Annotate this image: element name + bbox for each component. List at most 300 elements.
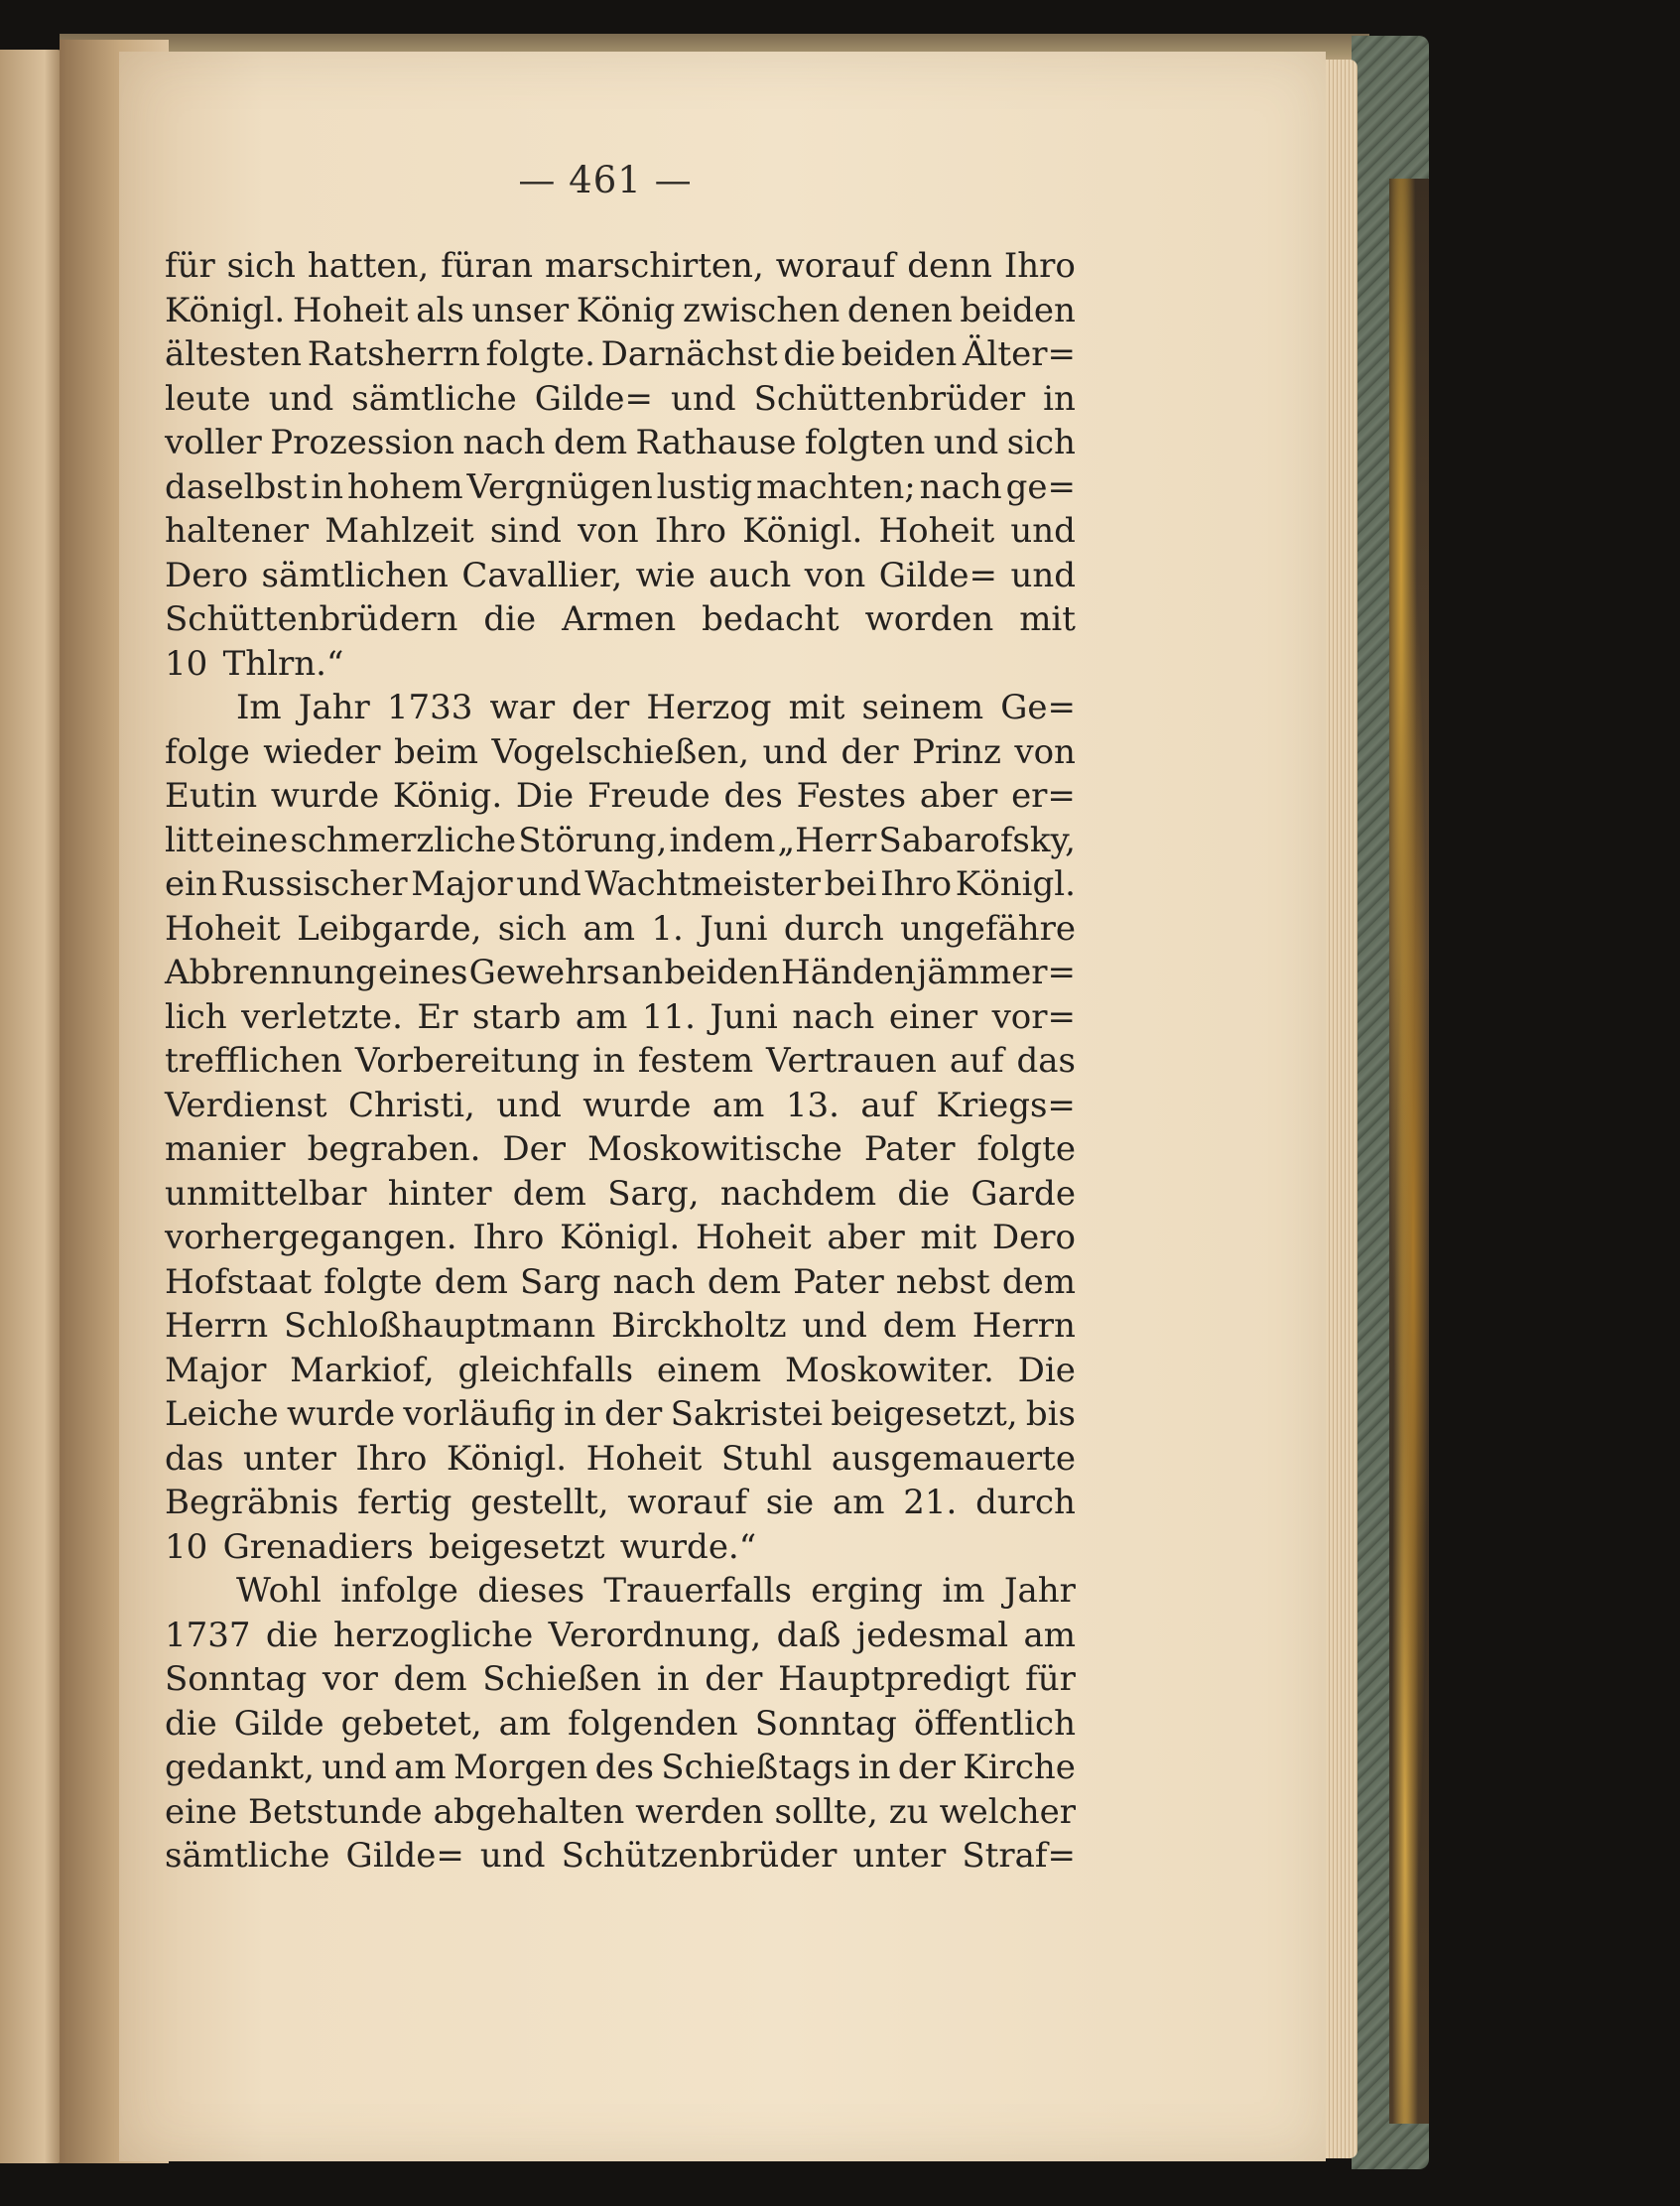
word: folgte bbox=[976, 1129, 1076, 1169]
word: öffentlich bbox=[913, 1703, 1076, 1744]
word: unter bbox=[852, 1836, 947, 1876]
text-line bbox=[165, 1525, 1076, 1570]
word: Juni bbox=[700, 908, 768, 949]
text-line bbox=[165, 1084, 1076, 1128]
word: Jahr bbox=[1003, 1571, 1076, 1611]
word: der bbox=[604, 1394, 663, 1434]
text-line bbox=[165, 951, 1076, 995]
text-line bbox=[165, 1127, 1076, 1172]
word: dem bbox=[882, 1306, 957, 1346]
word: Ge= bbox=[1000, 688, 1076, 727]
word: Ihro bbox=[880, 864, 953, 904]
word: Pater bbox=[863, 1129, 956, 1169]
word: Ratsherrn bbox=[307, 334, 480, 374]
word: unmittelbar bbox=[165, 1173, 367, 1214]
word: von bbox=[804, 555, 866, 595]
word: hohem bbox=[346, 466, 463, 507]
text-line bbox=[165, 289, 1076, 333]
word: am bbox=[832, 1483, 885, 1522]
word: Ihro bbox=[472, 1218, 545, 1257]
word: sich bbox=[497, 908, 568, 949]
word: sind bbox=[489, 511, 562, 551]
word: Wachtmeister bbox=[584, 864, 822, 904]
word: Sarg, bbox=[607, 1173, 700, 1214]
text-line bbox=[165, 554, 1076, 598]
text-line bbox=[165, 1746, 1076, 1790]
word: sämtliche bbox=[351, 378, 517, 419]
word: am bbox=[575, 996, 628, 1037]
text-line bbox=[165, 1702, 1076, 1747]
word: Herrn bbox=[971, 1306, 1076, 1346]
word: am bbox=[711, 1085, 765, 1125]
word: und bbox=[671, 378, 736, 419]
word: durch bbox=[783, 908, 884, 949]
word: jedesmal bbox=[855, 1615, 1009, 1655]
word: wurde bbox=[582, 1085, 692, 1125]
text-line bbox=[165, 244, 1076, 289]
word: die bbox=[265, 1615, 319, 1655]
word: Juni bbox=[710, 996, 778, 1037]
word: Schloßhauptmann bbox=[284, 1306, 596, 1346]
word: Leiche bbox=[165, 1394, 279, 1434]
word: Trauerfalls bbox=[603, 1571, 792, 1611]
text-line bbox=[165, 642, 1076, 687]
word: daß bbox=[776, 1615, 841, 1655]
word: und bbox=[1010, 555, 1076, 595]
word: haltener bbox=[165, 511, 310, 551]
text-line bbox=[165, 1614, 1076, 1658]
word: fertig bbox=[357, 1483, 452, 1522]
text-line bbox=[165, 597, 1076, 642]
page-text bbox=[165, 244, 1076, 1879]
word: Prinz bbox=[912, 731, 1001, 772]
word: Russischer bbox=[220, 864, 408, 904]
text-line bbox=[165, 907, 1076, 952]
word: Schüttenbrüdern bbox=[165, 599, 458, 639]
word: Ihro bbox=[654, 511, 726, 551]
word: für bbox=[165, 246, 215, 286]
word: war bbox=[489, 688, 556, 727]
word: Schützenbrüder bbox=[561, 1836, 838, 1876]
word: und bbox=[322, 1748, 387, 1787]
word: ge= bbox=[1005, 466, 1076, 507]
word: am bbox=[582, 908, 635, 949]
word: Hoheit bbox=[695, 1218, 812, 1257]
word: infolge bbox=[340, 1571, 458, 1611]
word: Begräbnis bbox=[165, 1483, 339, 1522]
word: mit bbox=[788, 688, 845, 727]
word: Darnächst bbox=[600, 334, 778, 374]
word: Königl. bbox=[955, 864, 1076, 904]
text-line bbox=[165, 1481, 1076, 1525]
word: Major bbox=[165, 1350, 267, 1390]
text-line bbox=[165, 730, 1076, 775]
word: und bbox=[268, 378, 334, 419]
word: sich bbox=[226, 246, 296, 286]
word: an bbox=[620, 953, 664, 992]
word: König. bbox=[392, 776, 503, 816]
word: Garde bbox=[970, 1173, 1076, 1214]
word: hinter bbox=[387, 1173, 492, 1214]
word: dem bbox=[393, 1659, 467, 1699]
word: die bbox=[783, 334, 837, 374]
word: worden bbox=[864, 599, 994, 639]
word: Festes bbox=[796, 776, 907, 816]
word: folge bbox=[165, 731, 250, 772]
word: denen bbox=[846, 290, 953, 330]
word: in bbox=[592, 1041, 626, 1081]
word: ältesten bbox=[165, 334, 303, 374]
word: zu bbox=[888, 1791, 929, 1832]
word: erging bbox=[811, 1571, 923, 1611]
word: nach bbox=[792, 996, 875, 1037]
word: sich bbox=[1006, 423, 1076, 462]
word: das bbox=[165, 1438, 224, 1479]
word: eine bbox=[215, 820, 289, 860]
word: am bbox=[1023, 1615, 1076, 1655]
word: einer bbox=[888, 996, 978, 1037]
word: nach bbox=[919, 466, 1002, 507]
word: jämmer= bbox=[916, 953, 1076, 992]
word: manier bbox=[165, 1129, 286, 1169]
word: Gewehrs bbox=[468, 953, 620, 992]
word: Im bbox=[236, 688, 282, 727]
word: Mahlzeit bbox=[324, 511, 474, 551]
word: 10 bbox=[165, 1526, 208, 1567]
word: Sarg bbox=[519, 1261, 601, 1302]
word: voller bbox=[165, 423, 262, 462]
word: Schießtags bbox=[661, 1748, 851, 1787]
word: Birckholtz bbox=[610, 1306, 787, 1346]
word: unter bbox=[242, 1438, 336, 1479]
word: Älter= bbox=[963, 334, 1076, 374]
word: schmerzliche bbox=[290, 820, 517, 860]
word: machten; bbox=[756, 466, 916, 507]
word: folgenden bbox=[568, 1703, 738, 1744]
word: Störung, bbox=[518, 820, 668, 860]
text-line bbox=[165, 686, 1076, 730]
word: worauf bbox=[775, 246, 896, 286]
word: Kirche bbox=[963, 1748, 1076, 1787]
word: Die bbox=[1017, 1350, 1076, 1390]
left-page-edge bbox=[0, 50, 64, 2163]
word: zwischen bbox=[682, 290, 840, 330]
word: der bbox=[840, 731, 899, 772]
word: beiden bbox=[840, 334, 958, 374]
word: trefflichen bbox=[165, 1041, 342, 1081]
text-line bbox=[165, 332, 1076, 377]
word: Hoheit bbox=[165, 908, 281, 949]
word: gebetet, bbox=[340, 1703, 482, 1744]
word: am bbox=[394, 1748, 447, 1787]
word: Hoheit bbox=[878, 511, 995, 551]
word: 13. bbox=[785, 1085, 840, 1125]
page-number: — 461 — bbox=[518, 159, 693, 201]
text-line bbox=[165, 1260, 1076, 1305]
word: das bbox=[1016, 1041, 1076, 1081]
word: Thlrn.“ bbox=[222, 643, 344, 684]
word: Moskowiter. bbox=[784, 1350, 994, 1390]
word: die bbox=[897, 1173, 951, 1214]
word: indem bbox=[669, 820, 776, 860]
word: bedacht bbox=[702, 599, 840, 639]
word: Major bbox=[411, 864, 513, 904]
word: Markiof, bbox=[290, 1350, 435, 1390]
word: Hoheit bbox=[585, 1438, 703, 1479]
word: für bbox=[1025, 1659, 1076, 1699]
word: hatten, bbox=[307, 246, 430, 286]
word: Wohl bbox=[236, 1571, 322, 1611]
word: dieses bbox=[477, 1571, 585, 1611]
word: und bbox=[1010, 511, 1076, 551]
word: sollte, bbox=[774, 1791, 878, 1832]
word: in bbox=[311, 466, 344, 507]
word: Vorbereitung bbox=[354, 1041, 581, 1081]
word: Sonntag bbox=[754, 1703, 897, 1744]
text-line bbox=[165, 774, 1076, 819]
word: in bbox=[857, 1748, 891, 1787]
word: Abbrennung bbox=[165, 953, 377, 992]
word: Königl. bbox=[165, 290, 286, 330]
word: Dero bbox=[165, 555, 249, 595]
word: Der bbox=[502, 1129, 567, 1169]
word: beim bbox=[393, 731, 478, 772]
word: Vertrauen bbox=[766, 1041, 937, 1081]
word: Ihro bbox=[1003, 246, 1076, 286]
text-line bbox=[165, 1349, 1076, 1393]
word: aber bbox=[827, 1218, 905, 1257]
word: dem bbox=[1001, 1261, 1076, 1302]
word: Kriegs= bbox=[936, 1085, 1076, 1125]
word: er= bbox=[1011, 776, 1076, 816]
word: Vergnügen bbox=[466, 466, 653, 507]
word: und bbox=[479, 1836, 546, 1876]
word: vorläufig bbox=[403, 1394, 556, 1434]
word: Freude bbox=[586, 776, 711, 816]
word: beiden bbox=[664, 953, 780, 992]
word: 11. bbox=[641, 996, 696, 1037]
word: Vogelschießen, bbox=[491, 731, 750, 772]
word: Schüttenbrüder bbox=[753, 378, 1026, 419]
word: lustig bbox=[656, 466, 753, 507]
text-line bbox=[165, 377, 1076, 422]
word: des bbox=[723, 776, 783, 816]
word: Gilde bbox=[233, 1703, 324, 1744]
text-line bbox=[165, 819, 1076, 863]
word: 1. bbox=[651, 908, 684, 949]
word: Hofstaat bbox=[165, 1261, 313, 1302]
word: sie bbox=[765, 1483, 815, 1522]
word: der bbox=[705, 1659, 763, 1699]
word: beigesetzt bbox=[429, 1526, 605, 1567]
word: unser bbox=[471, 290, 570, 330]
word: Er bbox=[417, 996, 458, 1037]
text-line bbox=[165, 1304, 1076, 1349]
word: nach bbox=[612, 1261, 696, 1302]
word: dem bbox=[707, 1261, 781, 1302]
word: Gilde= bbox=[345, 1836, 464, 1876]
word: mit bbox=[1019, 599, 1076, 639]
text-line bbox=[165, 421, 1076, 465]
word: begraben. bbox=[307, 1129, 481, 1169]
word: daselbst bbox=[165, 466, 308, 507]
word: beigesetzt, bbox=[831, 1394, 1018, 1434]
text-line bbox=[165, 1437, 1076, 1482]
word: Hoheit bbox=[292, 290, 409, 330]
text-line bbox=[165, 1172, 1076, 1217]
word: vor= bbox=[991, 996, 1076, 1037]
word: die bbox=[165, 1703, 217, 1744]
word: herzogliche bbox=[333, 1615, 534, 1655]
word: gedankt, bbox=[165, 1748, 315, 1787]
word: des bbox=[594, 1748, 654, 1787]
text-line bbox=[165, 1834, 1076, 1879]
word: Moskowitische bbox=[587, 1129, 842, 1169]
word: gestellt, bbox=[470, 1483, 609, 1522]
word: als bbox=[416, 290, 464, 330]
word: leute bbox=[165, 378, 251, 419]
word: von bbox=[1014, 731, 1076, 772]
word: Ihro bbox=[355, 1438, 428, 1479]
word: Prozession bbox=[270, 423, 455, 462]
word: am bbox=[498, 1703, 552, 1744]
word: nachdem bbox=[719, 1173, 877, 1214]
word: dem bbox=[434, 1261, 508, 1302]
word: durch bbox=[975, 1483, 1076, 1522]
word: Jahr bbox=[298, 688, 370, 727]
word: die bbox=[483, 599, 537, 639]
word: einem bbox=[656, 1350, 762, 1390]
word: wurde bbox=[286, 1394, 396, 1434]
text-line bbox=[165, 995, 1076, 1040]
word: Eutin bbox=[165, 776, 258, 816]
word: starb bbox=[471, 996, 562, 1037]
word: Grenadiers bbox=[222, 1526, 414, 1567]
text-line bbox=[165, 509, 1076, 554]
word: Hauptpredigt bbox=[778, 1659, 1010, 1699]
text-line bbox=[165, 1392, 1076, 1437]
word: mit bbox=[920, 1218, 977, 1257]
word: der bbox=[897, 1748, 956, 1787]
word: ungefähre bbox=[900, 908, 1076, 949]
word: seinem bbox=[861, 688, 984, 727]
word: folgte bbox=[323, 1261, 423, 1302]
word: und bbox=[802, 1306, 867, 1346]
word: 1737 bbox=[165, 1615, 251, 1655]
word: werden bbox=[635, 1791, 764, 1832]
word: Gilde= bbox=[878, 555, 997, 595]
word: Herrn bbox=[165, 1306, 269, 1346]
word: welcher bbox=[939, 1791, 1076, 1832]
word: gleichfalls bbox=[457, 1350, 634, 1390]
text-line bbox=[165, 1657, 1076, 1702]
word: Verordnung, bbox=[548, 1615, 762, 1655]
word: ausgemauerte bbox=[831, 1438, 1076, 1479]
word: Pater bbox=[793, 1261, 884, 1302]
word: folgten bbox=[804, 423, 926, 462]
word: dem bbox=[512, 1173, 586, 1214]
text-line bbox=[165, 1569, 1076, 1614]
word: abgehalten bbox=[433, 1791, 625, 1832]
word: Morgen bbox=[452, 1748, 588, 1787]
word: bei bbox=[824, 864, 877, 904]
word: eine bbox=[165, 1791, 238, 1832]
text-line bbox=[165, 465, 1076, 510]
word: sämtlichen bbox=[261, 555, 449, 595]
word: Verdienst bbox=[165, 1085, 327, 1125]
word: verletzte. bbox=[241, 996, 403, 1037]
word: 21. bbox=[903, 1483, 958, 1522]
word: Christi, bbox=[348, 1085, 475, 1125]
word: in bbox=[656, 1659, 690, 1699]
word: auch bbox=[709, 555, 792, 595]
word: marschirten, bbox=[544, 246, 764, 286]
word: und bbox=[933, 423, 999, 462]
word: ein bbox=[165, 864, 217, 904]
word: wurde bbox=[270, 776, 380, 816]
word: Schießen bbox=[482, 1659, 642, 1699]
word: litt bbox=[165, 820, 214, 860]
word: Gilde= bbox=[534, 378, 654, 419]
word: aber bbox=[919, 776, 998, 816]
word: und bbox=[516, 864, 582, 904]
word: Händen bbox=[781, 953, 916, 992]
word: vor bbox=[322, 1659, 378, 1699]
word: Armen bbox=[562, 599, 677, 639]
word: dem bbox=[553, 423, 628, 462]
word: König bbox=[576, 290, 676, 330]
word: füran bbox=[441, 246, 534, 286]
word: Betstunde bbox=[248, 1791, 423, 1832]
word: Dero bbox=[991, 1218, 1076, 1257]
word: Sabarofsky, bbox=[878, 820, 1076, 860]
word: „Herr bbox=[777, 820, 877, 860]
word: wie bbox=[635, 555, 696, 595]
text-line bbox=[165, 1216, 1076, 1260]
word: wieder bbox=[263, 731, 381, 772]
word: Straf= bbox=[962, 1836, 1076, 1876]
word: nach bbox=[462, 423, 546, 462]
word: Königl. bbox=[446, 1438, 568, 1479]
word: und bbox=[762, 731, 829, 772]
word: der bbox=[572, 688, 630, 727]
word: bis bbox=[1025, 1394, 1076, 1434]
word: Königl. bbox=[560, 1218, 681, 1257]
word: 1733 bbox=[386, 688, 473, 727]
word: vorhergegangen. bbox=[165, 1218, 457, 1257]
word: worauf bbox=[627, 1483, 747, 1522]
text-line bbox=[165, 862, 1076, 907]
word: Herzog bbox=[646, 688, 772, 727]
word: Sonntag bbox=[165, 1659, 308, 1699]
word: festem bbox=[637, 1041, 754, 1081]
word: lich bbox=[165, 996, 227, 1037]
word: auf bbox=[860, 1085, 916, 1125]
word: wurde.“ bbox=[619, 1526, 757, 1567]
word: eines bbox=[378, 953, 468, 992]
text-line bbox=[165, 1790, 1076, 1835]
word: und bbox=[496, 1085, 562, 1125]
word: nebst bbox=[895, 1261, 990, 1302]
word: auf bbox=[949, 1041, 1004, 1081]
word: Die bbox=[515, 776, 575, 816]
word: Cavallier, bbox=[461, 555, 623, 595]
word: von bbox=[578, 511, 639, 551]
word: Stuhl bbox=[720, 1438, 813, 1479]
word: in bbox=[1043, 378, 1076, 419]
word: 10 bbox=[165, 643, 208, 684]
word: Sakristei bbox=[670, 1394, 824, 1434]
